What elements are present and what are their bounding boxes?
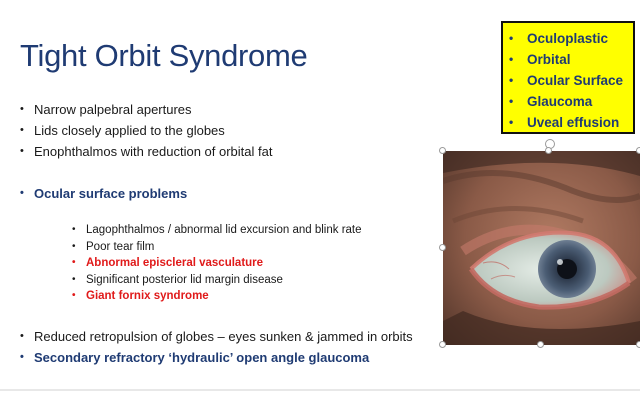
bullet-icon: • <box>20 330 24 342</box>
callout-box[interactable] <box>501 21 635 134</box>
callout-item-label: Uveal effusion <box>527 115 620 130</box>
section-heading-text: Ocular surface problems <box>34 186 188 201</box>
bullet-icon: • <box>72 224 76 235</box>
sub-bullet-item <box>72 239 362 256</box>
callout-item-label: Glaucoma <box>527 94 593 109</box>
bullet-icon: • <box>509 115 514 129</box>
sub-bullet-text: Giant fornix syndrome <box>86 290 209 302</box>
bullet-item <box>20 120 272 141</box>
callout-item <box>509 91 633 112</box>
callout-item <box>509 112 633 133</box>
bullet-item <box>20 99 272 120</box>
bullet-icon: • <box>72 257 76 268</box>
bullet-text: Lids closely applied to the globes <box>34 123 225 138</box>
bullet-item <box>20 141 272 162</box>
section-heading <box>20 183 187 204</box>
bullet-item-emphasis <box>20 347 413 368</box>
slide-title[interactable]: Tight Orbit Syndrome <box>20 38 308 73</box>
sub-bullet-text: Abnormal episcleral vasculature <box>86 257 264 269</box>
bullet-icon: • <box>509 73 514 87</box>
eye-photo-illustration <box>443 151 640 345</box>
callout-item <box>509 28 633 49</box>
bullet-list-bottom[interactable] <box>20 326 413 368</box>
resize-handle-top-left[interactable] <box>439 147 446 154</box>
bullet-icon: • <box>72 240 76 252</box>
bullet-icon: • <box>509 94 514 108</box>
callout-item-label: Ocular Surface <box>527 73 624 88</box>
bullet-icon: • <box>20 351 24 363</box>
bullet-icon: • <box>20 145 24 157</box>
slide-bottom-border <box>0 389 640 391</box>
bullet-icon: • <box>72 273 76 285</box>
bullet-list-top[interactable] <box>20 99 272 162</box>
callout-item-label: Orbital <box>527 52 571 67</box>
bullet-icon: • <box>509 31 514 45</box>
sub-bullet-text: Significant posterior lid margin disease <box>86 273 283 286</box>
sub-bullet-item-highlight <box>72 255 362 272</box>
resize-handle-left[interactable] <box>439 244 446 251</box>
sub-bullet-item <box>72 272 362 289</box>
resize-handle-top[interactable] <box>545 147 552 154</box>
bullet-icon: • <box>20 124 24 136</box>
sub-bullet-list[interactable] <box>72 222 362 305</box>
sub-bullet-item <box>72 222 362 239</box>
resize-handle-bottom-right[interactable] <box>636 341 640 348</box>
resize-handle-top-right[interactable] <box>636 147 640 154</box>
eye-photo[interactable] <box>443 151 640 345</box>
bullet-text: Reduced retropulsion of globes – eyes sunken & jammed in orbits <box>34 329 413 344</box>
section-heading-list[interactable] <box>20 183 187 204</box>
sub-bullet-text: Poor tear film <box>86 240 155 253</box>
sub-bullet-item-highlight <box>72 288 362 305</box>
resize-handle-bottom-left[interactable] <box>439 341 446 348</box>
bullet-icon: • <box>20 187 24 199</box>
bullet-icon: • <box>20 103 24 115</box>
bullet-item <box>20 326 413 347</box>
bullet-text: Enophthalmos with reduction of orbital fat <box>34 144 273 159</box>
callout-item <box>509 49 633 70</box>
callout-item-label: Oculoplastic <box>527 31 609 46</box>
sub-bullet-text: Lagophthalmos / abnormal lid excursion and blink rate <box>86 224 362 236</box>
bullet-text: Secondary refractory ‘hydraulic’ open angle glaucoma <box>34 350 370 365</box>
resize-handle-bottom[interactable] <box>537 341 544 348</box>
bullet-text: Narrow palpebral apertures <box>34 102 192 117</box>
callout-list <box>509 28 633 133</box>
callout-item <box>509 70 633 91</box>
bullet-icon: • <box>509 52 514 66</box>
bullet-icon: • <box>72 290 76 301</box>
